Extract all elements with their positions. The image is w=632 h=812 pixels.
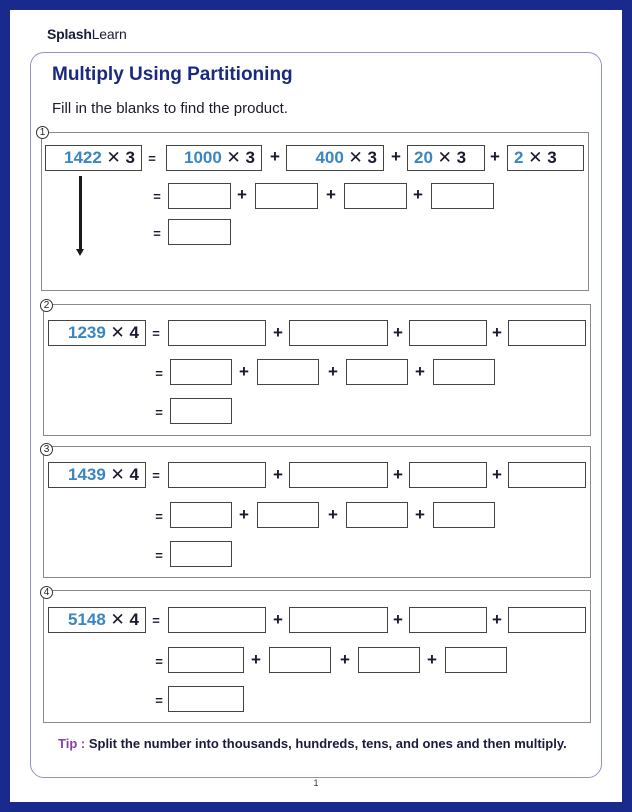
answer-blank[interactable] <box>433 359 495 385</box>
partial-product-blank[interactable] <box>289 320 388 346</box>
answer-blank[interactable] <box>170 359 232 385</box>
plus-sign: + <box>492 323 502 342</box>
plus-sign: + <box>492 465 502 484</box>
problem-1-part-hundreds: 400 ✕ 3 <box>286 145 384 171</box>
plus-sign: + <box>328 505 338 524</box>
final-answer-blank[interactable] <box>168 219 231 245</box>
plus-sign: + <box>391 147 401 166</box>
partial-product-blank[interactable] <box>409 607 487 633</box>
problem-1-number: 1 <box>36 126 49 139</box>
plus-sign: + <box>328 362 338 381</box>
down-arrow-icon <box>79 176 82 250</box>
tip-body: Split the number into thousands, hundreds, tens, and ones and then multiply. <box>88 736 567 751</box>
answer-blank[interactable] <box>255 183 318 209</box>
equals-sign: = <box>152 468 160 483</box>
partial-product-blank[interactable] <box>168 462 266 488</box>
plus-sign: + <box>415 362 425 381</box>
partial-product-blank[interactable] <box>409 462 487 488</box>
answer-blank[interactable] <box>344 183 407 209</box>
problem-1-expression: 1422 ✕ 3 <box>45 145 142 171</box>
problem-2-number: 2 <box>40 299 53 312</box>
answer-blank[interactable] <box>433 502 495 528</box>
answer-blank[interactable] <box>257 502 319 528</box>
final-answer-blank[interactable] <box>168 686 244 712</box>
splashlearn-logo: SplashLearn <box>47 26 127 42</box>
tip-text <box>58 736 567 751</box>
plus-sign: + <box>251 650 261 669</box>
plus-sign: + <box>490 147 500 166</box>
partial-product-blank[interactable] <box>508 462 586 488</box>
plus-sign: + <box>237 185 247 204</box>
equals-sign: = <box>155 654 163 669</box>
plus-sign: + <box>427 650 437 669</box>
plus-sign: + <box>239 362 249 381</box>
problem-2-expression: 1239 ✕ 4 <box>48 320 146 346</box>
equals-sign: = <box>153 226 161 241</box>
partial-product-blank[interactable] <box>508 320 586 346</box>
equals-sign: = <box>155 509 163 524</box>
equals-sign: = <box>155 405 163 420</box>
answer-blank[interactable] <box>346 359 408 385</box>
answer-blank[interactable] <box>358 647 420 673</box>
page-number: 1 <box>313 778 319 788</box>
equals-sign: = <box>152 326 160 341</box>
arrow-head-icon <box>76 249 84 256</box>
equals-sign: = <box>155 548 163 563</box>
plus-sign: + <box>273 465 283 484</box>
partial-product-blank[interactable] <box>508 607 586 633</box>
problem-3-number: 3 <box>40 443 53 456</box>
problem-1-part-thousands: 1000 ✕ 3 <box>166 145 262 171</box>
partial-product-blank[interactable] <box>409 320 487 346</box>
problem-1-part-ones: 2 ✕ 3 <box>507 145 584 171</box>
equals-sign: = <box>155 366 163 381</box>
plus-sign: + <box>492 610 502 629</box>
equals-sign: = <box>155 693 163 708</box>
partial-product-blank[interactable] <box>289 607 388 633</box>
answer-blank[interactable] <box>346 502 408 528</box>
plus-sign: + <box>393 610 403 629</box>
answer-blank[interactable] <box>269 647 331 673</box>
plus-sign: + <box>239 505 249 524</box>
instructions: Fill in the blanks to find the product. <box>52 100 288 117</box>
plus-sign: + <box>393 323 403 342</box>
partial-product-blank[interactable] <box>168 607 266 633</box>
tip-label: Tip : <box>58 736 86 751</box>
plus-sign: + <box>273 323 283 342</box>
equals-sign: = <box>152 613 160 628</box>
plus-sign: + <box>326 185 336 204</box>
final-answer-blank[interactable] <box>170 398 232 424</box>
final-answer-blank[interactable] <box>170 541 232 567</box>
partial-product-blank[interactable] <box>289 462 388 488</box>
page-title: Multiply Using Partitioning <box>52 64 293 85</box>
answer-blank[interactable] <box>168 183 231 209</box>
answer-blank[interactable] <box>170 502 232 528</box>
problem-3-expression: 1439 ✕ 4 <box>48 462 146 488</box>
answer-blank[interactable] <box>445 647 507 673</box>
partial-product-blank[interactable] <box>168 320 266 346</box>
plus-sign: + <box>393 465 403 484</box>
problem-1-part-tens: 20 ✕ 3 <box>407 145 485 171</box>
plus-sign: + <box>340 650 350 669</box>
worksheet-page <box>10 10 622 802</box>
plus-sign: + <box>413 185 423 204</box>
plus-sign: + <box>415 505 425 524</box>
problem-4-number: 4 <box>40 586 53 599</box>
answer-blank[interactable] <box>431 183 494 209</box>
answer-blank[interactable] <box>257 359 319 385</box>
answer-blank[interactable] <box>168 647 244 673</box>
problem-4-expression: 5148 ✕ 4 <box>48 607 146 633</box>
equals-sign: = <box>148 151 156 166</box>
equals-sign: = <box>153 189 161 204</box>
plus-sign: + <box>273 610 283 629</box>
plus-sign: + <box>270 147 280 166</box>
